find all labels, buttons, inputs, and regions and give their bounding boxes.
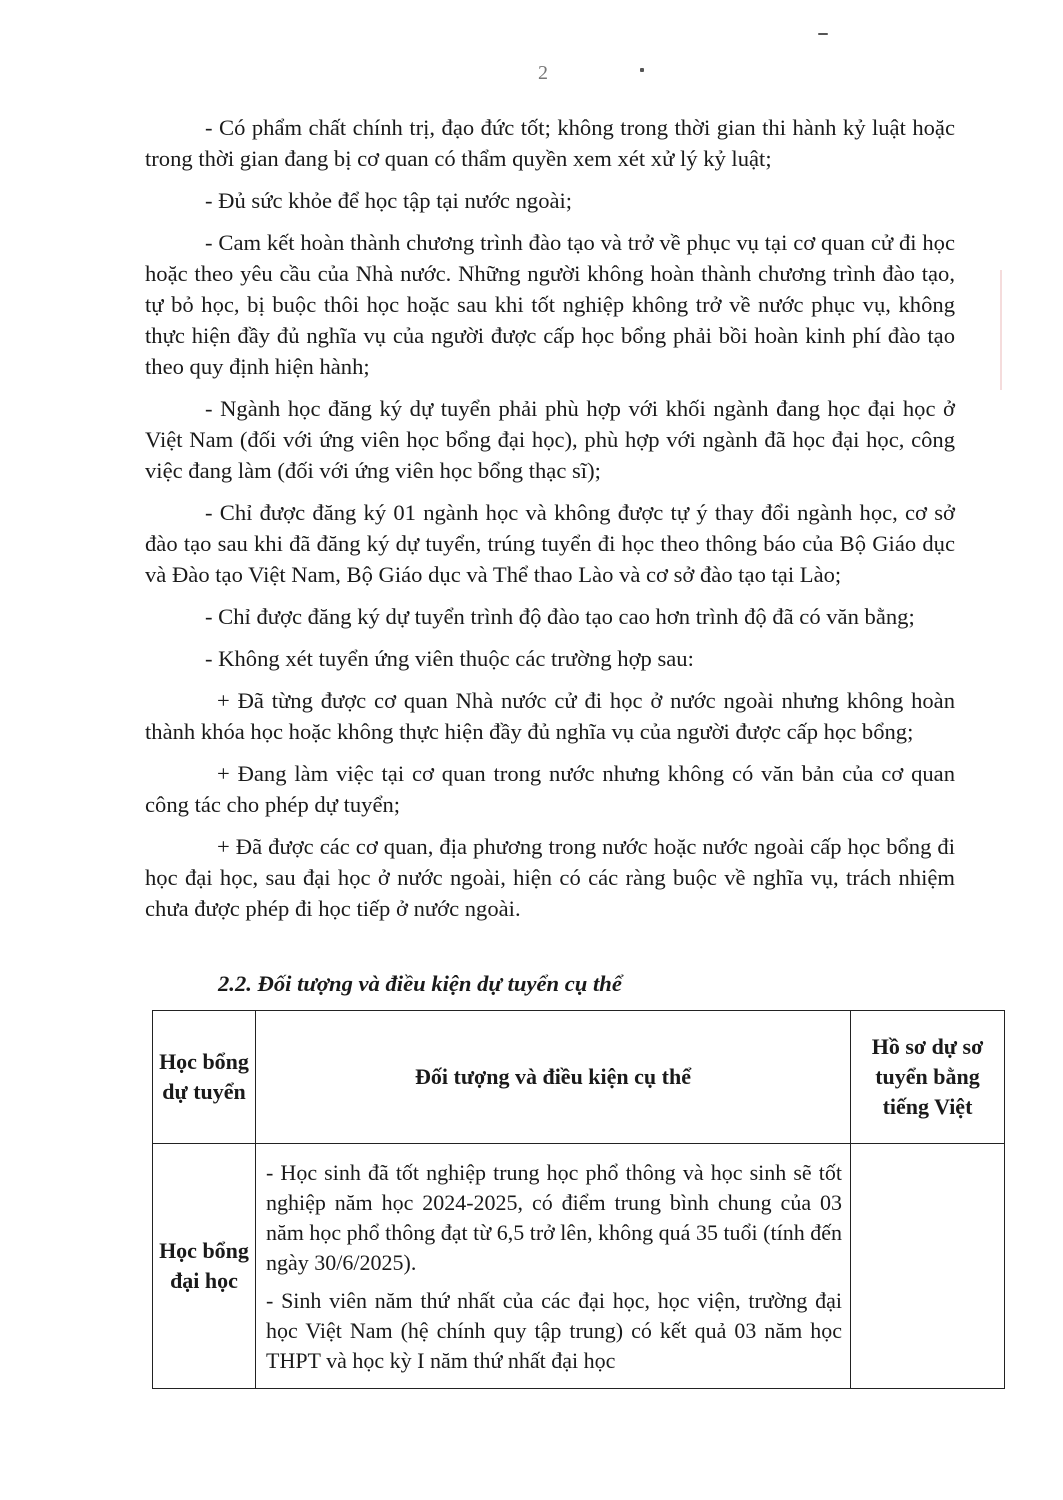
table-row (153, 1144, 1005, 1389)
paragraph: - Chỉ được đăng ký 01 ngành học và không được tự ý thay đổi ngành học, cơ sở đào tạo sau khi đã đăng ký dự tuyển, trúng tuyển đi học theo thông báo của Bộ Giáo dục và Đào tạo Việt Nam, Bộ Giáo dục và Thể thao Lào và cơ sở đào tạo tại Lào; (145, 500, 955, 587)
conditions-table (152, 1010, 1005, 1389)
sub-item: + Đang làm việc tại cơ quan trong nước nhưng không có văn bản của cơ quan công tác cho phép dự tuyển; (145, 761, 955, 817)
paragraph: - Đủ sức khỏe để học tập tại nước ngoài; (205, 188, 573, 213)
header-conditions: Đối tượng và điều kiện cụ thể (256, 1011, 851, 1144)
condition-item: - Học sinh đã tốt nghiệp trung học phổ thông và học sinh sẽ tốt nghiệp năm học 2024-2025, có điểm trung bình chung của 03 năm học phổ thông đạt từ 6,5 trở lên, không quá 35 tuổi (tính đến ngày 30/6/2025). (266, 1160, 842, 1275)
condition-item: - Sinh viên năm thứ nhất của các đại học, học viện, trường đại học Việt Nam (hệ chính quy tập trung) có kết quả 03 năm học THPT và học kỳ I năm thứ nhất đại học (266, 1288, 842, 1373)
paragraph: - Có phẩm chất chính trị, đạo đức tốt; không trong thời gian thi hành kỷ luật hoặc trong thời gian đang bị cơ quan có thẩm quyền xem xét xử lý kỷ luật; (145, 115, 955, 171)
stamp-edge (1000, 270, 1050, 390)
scan-mark (640, 68, 644, 72)
header-documents: Hồ sơ dự sơ tuyển bằng tiếng Việt (851, 1011, 1005, 1144)
paragraph: - Chỉ được đăng ký dự tuyển trình độ đào tạo cao hơn trình độ đã có văn bằng; (205, 604, 915, 629)
section-heading: 2.2. Đối tượng và điều kiện dự tuyển cụ thể (218, 971, 622, 996)
header-scholarship: Học bổng dự tuyển (153, 1011, 256, 1144)
paragraph: - Không xét tuyển ứng viên thuộc các trường hợp sau: (205, 646, 694, 671)
table-header-row (153, 1011, 1005, 1144)
paragraph: - Cam kết hoàn thành chương trình đào tạo và trở về phục vụ tại cơ quan cử đi học hoặc theo yêu cầu của Nhà nước. Những người không hoàn thành chương trình đào tạo, tự bỏ học, bị buộc thôi học hoặc sau khi tốt nghiệp không trở về nước phục vụ, không thực hiện đầy đủ nghĩa vụ của người được cấp học bổng phải bồi hoàn kinh phí đào tạo theo quy định hiện hành; (145, 230, 955, 379)
sub-item: + Đã được các cơ quan, địa phương trong nước hoặc nước ngoài cấp học bổng đi học đại học, sau đại học ở nước ngoài, hiện có các ràng buộc về nghĩa vụ, trách nhiệm chưa được phép đi học tiếp ở nước ngoài. (145, 834, 955, 921)
scholarship-type: Học bổng đại học (153, 1144, 256, 1389)
documents-cell (851, 1144, 1005, 1389)
paragraph: - Ngành học đăng ký dự tuyển phải phù hợp với khối ngành đang học đại học ở Việt Nam (đối với ứng viên học bổng đại học), phù hợp với ngành đã học đại học, công việc đang làm (đối với ứng viên học bổng thạc sĩ); (145, 396, 955, 483)
page-number: 2 (538, 62, 548, 84)
conditions-cell (256, 1144, 851, 1389)
scan-mark (818, 33, 828, 35)
document-body (145, 112, 955, 935)
sub-item: + Đã từng được cơ quan Nhà nước cử đi học ở nước ngoài nhưng không hoàn thành khóa học hoặc không thực hiện đầy đủ nghĩa vụ của người được cấp học bổng; (145, 688, 955, 744)
